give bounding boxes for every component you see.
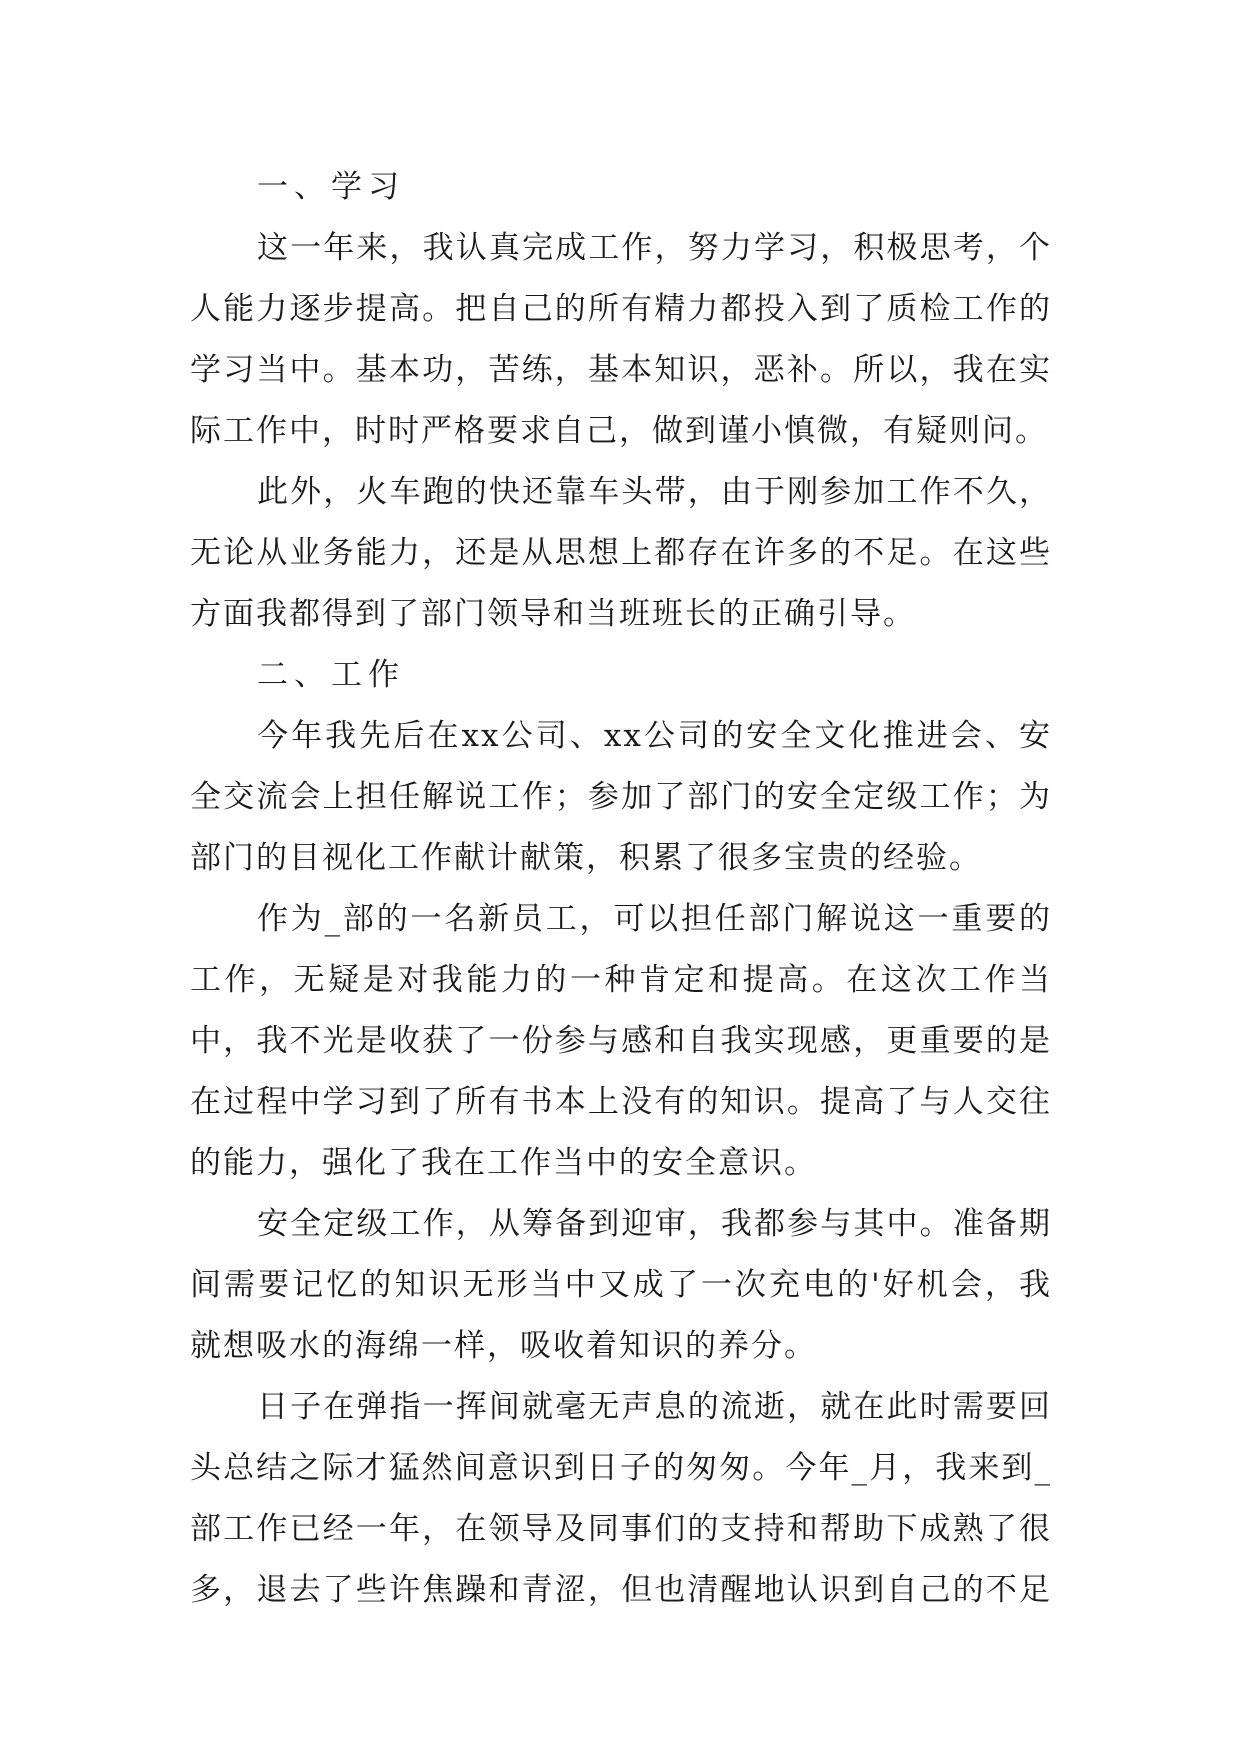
- paragraph-study-guidance: 此外，火车跑的快还靠车头带，由于刚参加工作不久，无论从业务能力，还是从思想上都存在许多的不足。在这些方面我都得到了部门领导和当班班长的正确引导。: [190, 474, 1052, 632]
- section-heading-work: 二、工作: [257, 657, 405, 693]
- paragraph-study-overview: 这一年来，我认真完成工作，努力学习，积极思考，个人能力逐步提高。把自己的所有精力都投入到了质检工作的学习当中。基本功，苦练，基本知识，恶补。所以，我在实际工作中，时时严格要求自己，做到谨小慎微，有疑则问。: [190, 230, 1052, 449]
- paragraph-work-narration: 作为_部的一名新员工，可以担任部门解说这一重要的工作，无疑是对我能力的一种肯定和提高。在这次工作当中，我不光是收获了一份参与感和自我实现感，更重要的是在过程中学习到了所有书本上没有的知识。提高了与人交往的能力，强化了我在工作当中的安全意识。: [190, 901, 1052, 1181]
- section-heading-study: 一、学习: [257, 169, 405, 205]
- paragraph-work-safety-rating: 安全定级工作，从筹备到迎审，我都参与其中。准备期间需要记忆的知识无形当中又成了一次充电的'好机会，我就想吸水的海绵一样，吸收着知识的养分。: [190, 1206, 1052, 1364]
- paragraph-work-activities: 今年我先后在xx公司、xx公司的安全文化推进会、安全交流会上担任解说工作；参加了部门的安全定级工作；为部门的目视化工作献计献策，积累了很多宝贵的经验。: [190, 718, 1052, 876]
- paragraph-work-reflection: 日子在弹指一挥间就毫无声息的流逝，就在此时需要回头总结之际才猛然间意识到日子的匆匆。今年_月，我来到_部工作已经一年，在领导及同事们的支持和帮助下成熟了很多，退去了些许焦躁和青涩，但也清醒地认识到自己的不足: [190, 1389, 1052, 1608]
- document-body: [190, 157, 1052, 1621]
